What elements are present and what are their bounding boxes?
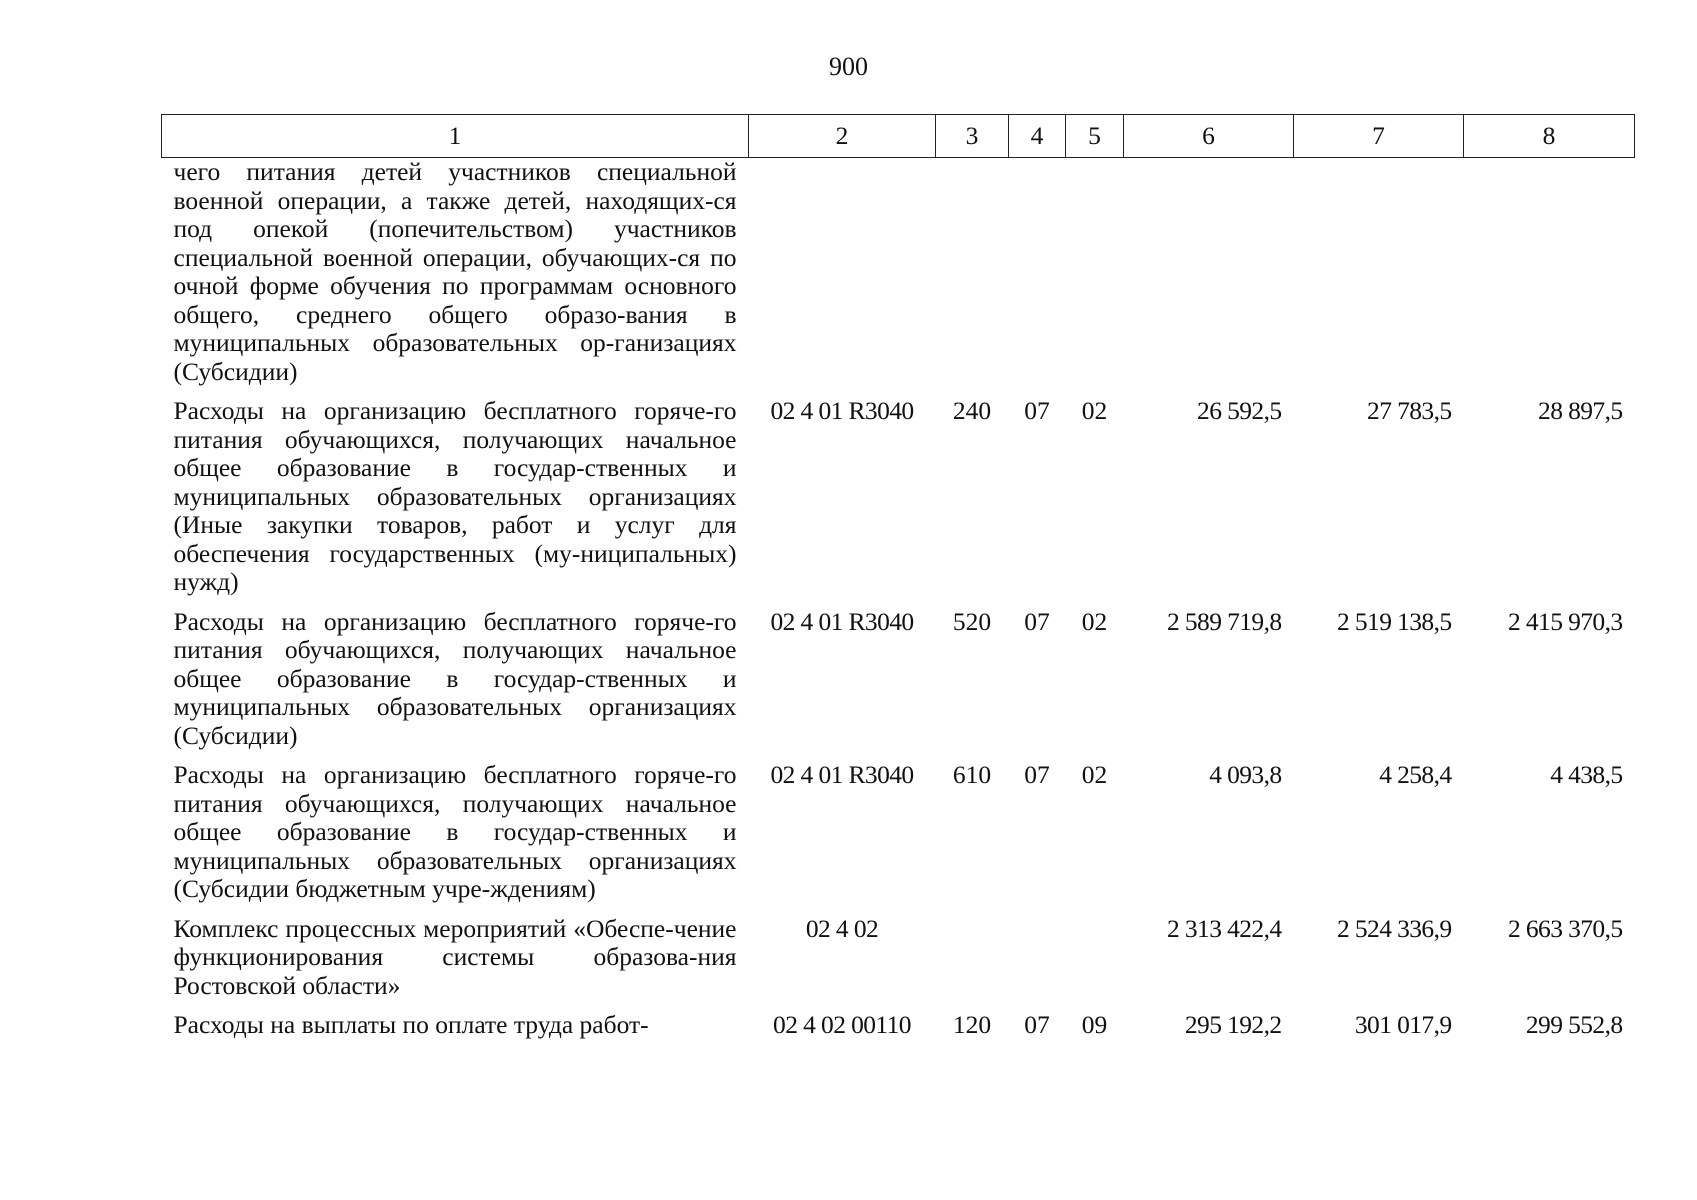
table-row bbox=[162, 158, 1635, 398]
row-amount-8: 2 663 370,5 bbox=[1507, 913, 1623, 943]
row-amount-6: 295 192,2 bbox=[1184, 1010, 1282, 1039]
row-amount-8: 299 552,8 bbox=[1525, 1010, 1623, 1039]
header-col-5: 5 bbox=[1066, 115, 1124, 158]
row-target-code: 02 4 02 bbox=[805, 913, 879, 943]
row-target-code: 02 4 01 R3040 bbox=[770, 760, 914, 789]
row-amount-8 bbox=[1464, 158, 1635, 398]
row-amount-7 bbox=[1294, 158, 1464, 398]
row-section: 07 bbox=[1024, 606, 1050, 636]
row-expense-type: 520 bbox=[952, 606, 992, 636]
page-number: 900 bbox=[829, 52, 868, 81]
header-col-7: 7 bbox=[1294, 115, 1464, 158]
row-target-code: 02 4 01 R3040 bbox=[770, 606, 914, 636]
row-description: Расходы на выплаты по оплате труда работ- bbox=[173, 1010, 649, 1039]
row-expense-type bbox=[936, 915, 1009, 1012]
table-row bbox=[162, 915, 1635, 1012]
header-col-6: 6 bbox=[1124, 115, 1294, 158]
row-description: Расходы на организацию бесплатного горяче-го питания обучающихся, получающих начальное общее образование в государ-ственных и муниципальных образовательных организациях (Субсидии) bbox=[173, 606, 737, 750]
row-amount-8: 2 415 970,3 bbox=[1507, 606, 1623, 636]
row-subsection bbox=[1066, 915, 1124, 1012]
row-amount-6: 2 313 422,4 bbox=[1166, 913, 1282, 943]
row-section bbox=[1009, 915, 1066, 1012]
row-amount-7: 2 519 138,5 bbox=[1336, 606, 1452, 636]
row-expense-type: 240 bbox=[952, 396, 992, 425]
table-row bbox=[162, 608, 1635, 762]
budget-table bbox=[161, 114, 1635, 1051]
header-col-8: 8 bbox=[1464, 115, 1635, 158]
row-expense-type: 610 bbox=[952, 760, 992, 789]
row-amount-6: 2 589 719,8 bbox=[1166, 606, 1282, 636]
row-section: 07 bbox=[1024, 396, 1050, 425]
row-amount-7: 301 017,9 bbox=[1354, 1010, 1452, 1039]
header-row bbox=[162, 115, 1635, 158]
row-amount-8: 28 897,5 bbox=[1538, 396, 1623, 425]
row-description: Расходы на организацию бесплатного горяче-го питания обучающихся, получающих начальное общее образование в государ-ственных и муниципальных образовательных организациях (Субсидии бюджетным учре-ждениям) bbox=[173, 760, 737, 903]
header-col-3: 3 bbox=[936, 115, 1009, 158]
row-amount-6: 26 592,5 bbox=[1197, 396, 1282, 425]
table-row bbox=[162, 1011, 1635, 1051]
row-amount-7: 4 258,4 bbox=[1379, 760, 1452, 789]
row-subsection bbox=[1066, 158, 1124, 398]
row-section: 07 bbox=[1024, 1010, 1050, 1039]
row-target-code: 02 4 01 R3040 bbox=[770, 396, 914, 425]
row-subsection: 02 bbox=[1081, 396, 1108, 425]
row-subsection: 09 bbox=[1081, 1010, 1108, 1039]
row-description: Комплекс процессных мероприятий «Обеспе-чение функционирования системы образова-ния Ростовской области» bbox=[173, 913, 737, 1000]
row-expense-type bbox=[936, 158, 1009, 398]
header-col-4: 4 bbox=[1009, 115, 1066, 158]
header-col-2: 2 bbox=[749, 115, 936, 158]
row-subsection: 02 bbox=[1081, 606, 1108, 636]
row-expense-type: 120 bbox=[952, 1010, 992, 1039]
row-amount-7: 2 524 336,9 bbox=[1336, 913, 1452, 943]
row-section bbox=[1009, 158, 1066, 398]
row-amount-7: 27 783,5 bbox=[1367, 396, 1452, 425]
table-row bbox=[162, 761, 1635, 915]
row-amount-8: 4 438,5 bbox=[1550, 760, 1623, 789]
row-section: 07 bbox=[1024, 760, 1050, 789]
row-subsection: 02 bbox=[1081, 760, 1108, 789]
row-amount-6: 4 093,8 bbox=[1209, 760, 1282, 789]
row-description: чего питания детей участников специальной военной операции, а также детей, находящих-ся под опекой (попечительством) участников специальной военной операции, обучающих-ся по очной форме обучения по программам основного общего, среднего общего образо-вания в муниципальных образовательных ор-ганизациях (Субсидии) bbox=[173, 157, 737, 386]
row-target-code: 02 4 02 00110 bbox=[773, 1010, 911, 1039]
table-row bbox=[162, 397, 1635, 608]
header-col-1: 1 bbox=[162, 115, 749, 158]
row-target-code bbox=[749, 158, 936, 398]
row-description: Расходы на организацию бесплатного горяче-го питания обучающихся, получающих начальное общее образование в государ-ственных и муниципальных образовательных организациях (Иные закупки товаров, работ и услуг для обеспечения государственных (му-ниципальных) нужд) bbox=[173, 396, 737, 596]
row-amount-6 bbox=[1124, 158, 1294, 398]
